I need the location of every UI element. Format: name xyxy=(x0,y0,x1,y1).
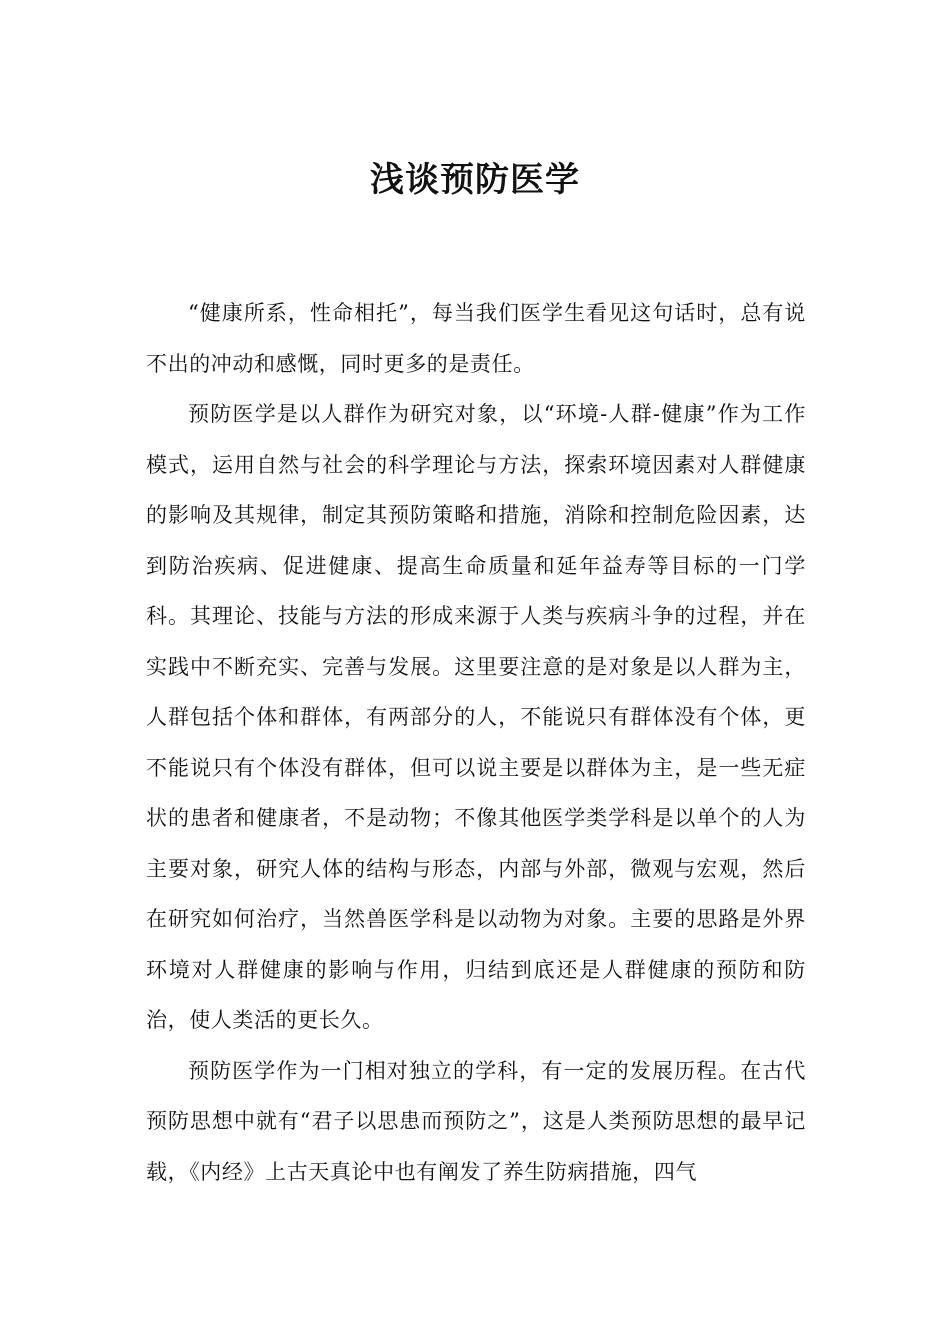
paragraph-intro: “健康所系，性命相托”，每当我们医学生看见这句话时，总有说不出的冲动和感慨，同时更多的是责任。 xyxy=(146,301,806,376)
paragraph-history: 预防医学作为一门相对独立的学科，有一定的发展历程。在古代预防思想中就有“君子以思患而预防之”，这是人类预防思想的最早记载，《内经》上古天真论中也有阐发了养生防病措施，四气 xyxy=(146,1058,806,1184)
document-title: 浅谈预防医学 xyxy=(370,160,580,200)
document-body xyxy=(146,288,806,1197)
paragraph-definition: 预防医学是以人群作为研究对象，以“环境-人群-健康”作为工作模式，运用自然与社会的科学理论与方法，探索环境因素对人群健康的影响及其规律，制定其预防策略和措施，消除和控制危险因素，达到防治疾病、促进健康、提高生命质量和延年益寿等目标的一门学科。其理论、技能与方法的形成来源于人类与疾病斗争的过程，并在实践中不断充实、完善与发展。这里要注意的是对象是以人群为主，人群包括个体和群体，有两部分的人，不能说只有群体没有个体，更不能说只有个体没有群体，但可以说主要是以群体为主，是一些无症状的患者和健康者，不是动物；不像其他医学类学科是以单个的人为主要对象，研究人体的结构与形态，内部与外部，微观与宏观，然后在研究如何治疗，当然兽医学科是以动物为对象。主要的思路是外界环境对人群健康的影响与作用，归结到底还是人群健康的预防和防治，使人类活的更长久。 xyxy=(146,402,806,1032)
